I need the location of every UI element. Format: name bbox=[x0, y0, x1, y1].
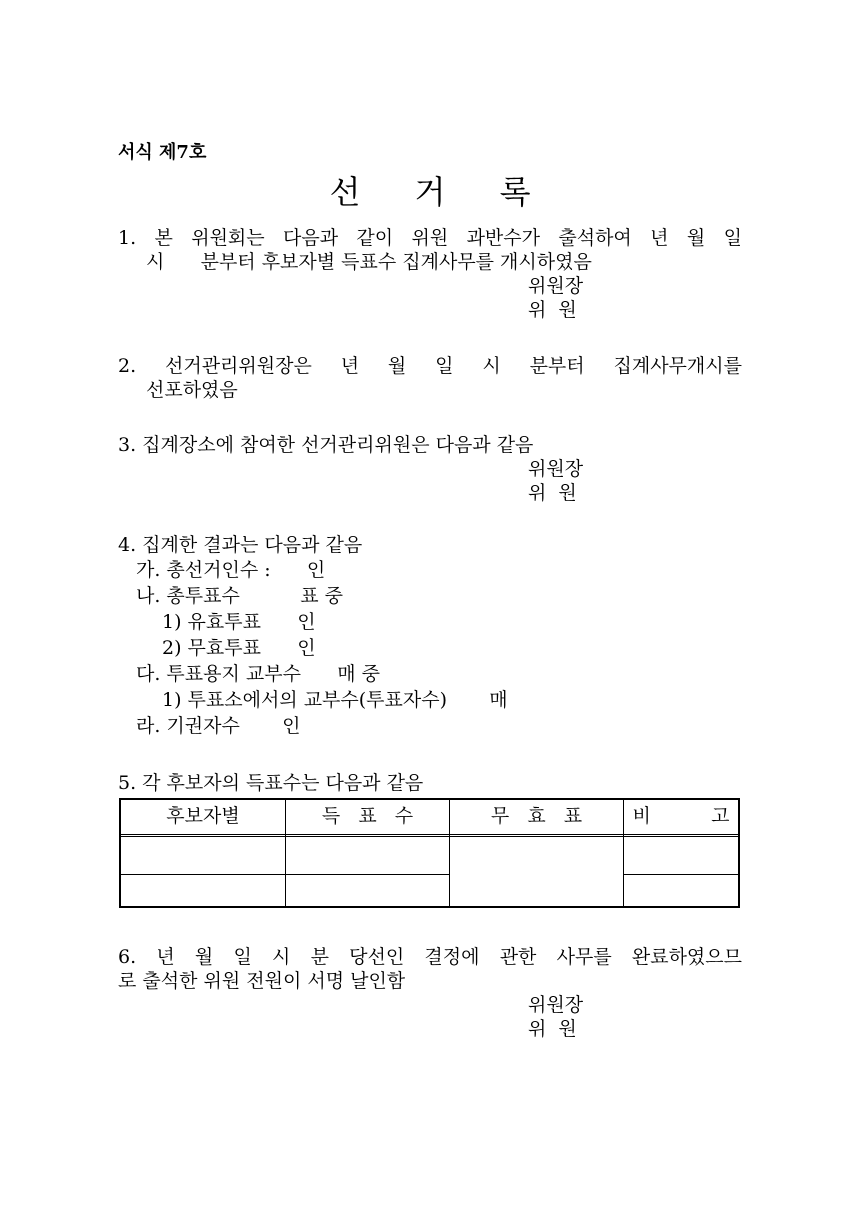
section6-word: 사무를 bbox=[556, 946, 612, 968]
section6-word: 시 bbox=[272, 946, 291, 968]
section1-member: 위 원 bbox=[528, 299, 577, 321]
vote-count-table bbox=[119, 798, 740, 908]
section6-word: 월 bbox=[194, 946, 214, 968]
section6-line2: 로 출석한 위원 전원이 서명 날인함 bbox=[118, 970, 406, 992]
form-number: 서식 제7호 bbox=[118, 142, 207, 163]
table-header-divider bbox=[121, 834, 738, 837]
section1-line2: 시 분부터 후보자별 득표수 집계사무를 개시하였음 bbox=[146, 251, 592, 273]
section6-word: 완료하였으므 bbox=[631, 946, 742, 968]
section1-word: 위원회는 bbox=[191, 227, 265, 249]
section6-word: 분 bbox=[310, 946, 329, 968]
section1-word: 일 bbox=[723, 227, 742, 249]
section4-item-na-2: 2) 무효투표 인 bbox=[162, 637, 316, 659]
section4-item-na-1: 1) 유효투표 인 bbox=[162, 611, 316, 633]
section1-word: 년 bbox=[650, 227, 669, 249]
section2-word: 시 bbox=[482, 355, 501, 377]
section6-word: 일 bbox=[233, 946, 252, 968]
section2-word: 년 bbox=[340, 355, 360, 377]
section3-member: 위 원 bbox=[528, 482, 577, 504]
table-header-invalid: 무 효 표 bbox=[490, 805, 583, 827]
section3-line1: 3. 집계장소에 참여한 선거관리위원은 다음과 같음 bbox=[118, 434, 534, 456]
section6-chair: 위원장 bbox=[528, 994, 584, 1016]
section6-word: 결정에 bbox=[424, 946, 480, 968]
table-header-candidate: 후보자별 bbox=[166, 805, 240, 827]
section6-word: 6. bbox=[118, 946, 137, 968]
section2-word: 2. bbox=[118, 355, 137, 377]
section2-word: 월 bbox=[387, 355, 407, 377]
section2-word: 선거관리위원장은 bbox=[165, 355, 312, 377]
section5-line1: 5. 각 후보자의 득표수는 다음과 같음 bbox=[118, 772, 424, 794]
section1-word: 1. bbox=[118, 227, 137, 249]
section1-word: 과반수가 bbox=[466, 227, 540, 249]
section2-word: 일 bbox=[435, 355, 454, 377]
section2-word: 집계사무개시를 bbox=[613, 355, 742, 377]
section1-line1 bbox=[118, 226, 742, 250]
document-title bbox=[0, 172, 860, 212]
title-char: 거 bbox=[414, 173, 446, 211]
section4-item-da-1: 1) 투표소에서의 교부수(투표자수) 매 bbox=[162, 689, 508, 711]
section4-item-ga: 가. 총선거인수 : 인 bbox=[136, 559, 326, 581]
table-row-divider bbox=[623, 874, 738, 875]
section1-chair: 위원장 bbox=[528, 275, 584, 297]
section1-word: 본 bbox=[154, 227, 173, 249]
section6-member: 위 원 bbox=[528, 1018, 577, 1040]
title-char: 록 bbox=[499, 173, 531, 211]
section2-line1 bbox=[118, 354, 742, 378]
section1-word: 다음과 bbox=[283, 227, 339, 249]
section1-word: 같이 bbox=[356, 227, 394, 249]
table-row-divider bbox=[121, 874, 449, 875]
section1-word: 위원 bbox=[411, 227, 449, 249]
section2-word: 분부터 bbox=[529, 355, 585, 377]
section6-word: 년 bbox=[156, 946, 175, 968]
section3-chair: 위원장 bbox=[528, 458, 584, 480]
section4-item-na: 나. 총투표수 표 중 bbox=[136, 585, 343, 607]
section6-word: 당선인 bbox=[349, 946, 405, 968]
section1-word: 월 bbox=[686, 227, 706, 249]
section4-item-da: 다. 투표용지 교부수 매 중 bbox=[136, 663, 380, 685]
section1-word: 출석하여 bbox=[558, 227, 632, 249]
section6-word: 관한 bbox=[499, 946, 537, 968]
section2-line2: 선포하였음 bbox=[146, 379, 238, 401]
section4-line1: 4. 집계한 결과는 다음과 같음 bbox=[118, 534, 363, 556]
title-char: 선 bbox=[329, 173, 361, 211]
section6-line1 bbox=[118, 945, 742, 969]
table-header-votes: 득 표 수 bbox=[321, 805, 414, 827]
section4-item-ra: 라. 기권자수 인 bbox=[136, 715, 301, 737]
table-header-remarks: 비 고 bbox=[632, 805, 730, 827]
